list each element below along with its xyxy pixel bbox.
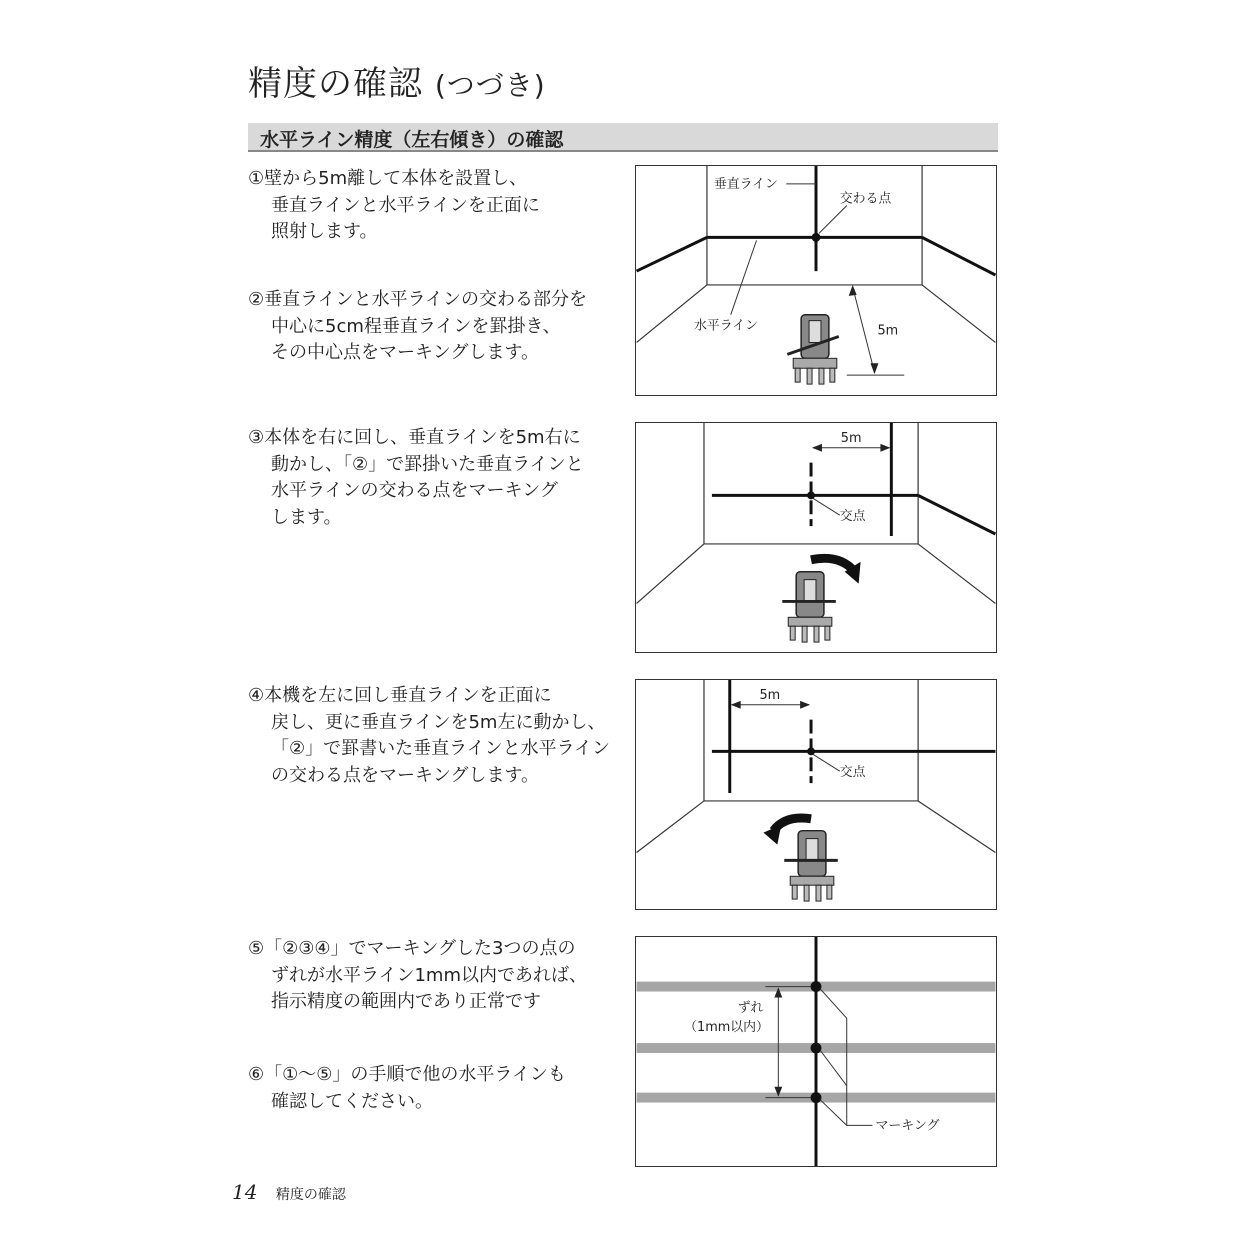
label-deviation: ずれ xyxy=(737,1000,764,1016)
step-line: ずれが水平ライン1mm以内であれば、 xyxy=(271,964,587,986)
page-title xyxy=(248,56,546,105)
room-outline xyxy=(637,680,996,852)
step-4 xyxy=(248,683,618,789)
step-line: 動かし、「②」で罫掛いた垂直ラインと xyxy=(271,453,584,475)
step-line: 水平ラインの交わる点をマーキング xyxy=(271,480,558,501)
label-tolerance: （1mm以内） xyxy=(684,1020,769,1036)
step-line: ④本機を左に回し垂直ラインを正面に xyxy=(248,685,552,706)
leader-line xyxy=(820,1100,847,1126)
label-vertical-line: 垂直ライン xyxy=(713,176,778,192)
label-horizontal-line: 水平ライン xyxy=(694,318,759,334)
step-3 xyxy=(248,425,618,531)
step-line: します。 xyxy=(271,506,342,528)
section-title: 水平ライン精度（左右傾き）の確認 xyxy=(260,129,564,151)
label-distance: 5m xyxy=(877,323,899,339)
step-line: ⑤「②③④」でマーキングした3つの点の xyxy=(248,938,576,959)
label-distance: 5m xyxy=(840,430,862,446)
intersection-point xyxy=(812,233,821,242)
leader-line xyxy=(813,498,840,515)
intersection-point xyxy=(807,747,815,755)
horizontal-laser-right xyxy=(918,495,995,534)
distance-arrow xyxy=(853,287,875,372)
horizontal-laser-right xyxy=(922,237,995,275)
marking-point-2 xyxy=(811,1043,822,1054)
label-marking: マーキング xyxy=(875,1118,940,1134)
horizontal-laser-left xyxy=(637,237,707,271)
footer-title: 精度の確認 xyxy=(275,1187,346,1203)
step-line: 垂直ラインと水平ラインを正面に xyxy=(271,194,540,216)
step-line: 「②」で罫書いた垂直ラインと水平ライン xyxy=(271,738,611,759)
step-line: ②垂直ラインと水平ラインの交わる部分を xyxy=(248,289,588,310)
leader-line xyxy=(820,989,873,1126)
leader-line xyxy=(819,206,847,234)
step-5 xyxy=(248,936,618,1016)
step-2 xyxy=(248,287,618,367)
arrowhead-icon xyxy=(880,444,890,452)
step-line: 戻し、更に垂直ラインを5m左に動かし、 xyxy=(271,711,606,733)
figure-deviation-check xyxy=(635,936,997,1167)
arrowhead-icon xyxy=(800,701,810,709)
step-6 xyxy=(248,1062,618,1115)
label-distance: 5m xyxy=(759,687,781,703)
page-number: 14 xyxy=(232,1180,258,1204)
section-header xyxy=(248,123,998,152)
step-line: の交わる点をマーキングします。 xyxy=(271,764,540,786)
figure-rotate-left xyxy=(635,679,997,910)
step-line: ⑥「①〜⑤」の手順で他の水平ラインも xyxy=(248,1064,566,1085)
step-line: 指示精度の範囲内であり正常です xyxy=(271,991,541,1012)
step-line: ③本体を右に回し、垂直ラインを5m右に xyxy=(248,427,581,448)
label-point: 交点 xyxy=(839,509,866,525)
arrowhead-icon xyxy=(849,285,857,296)
arrowhead-icon xyxy=(731,701,741,709)
arrowhead-icon xyxy=(871,363,879,374)
marking-point-1 xyxy=(811,981,822,992)
label-intersection: 交わる点 xyxy=(839,191,892,207)
step-line: 照射します。 xyxy=(271,221,378,242)
label-point: 交点 xyxy=(839,765,866,781)
laser-device-icon xyxy=(787,315,839,384)
step-line: 中心に5cm程垂直ラインを罫掛き、 xyxy=(271,315,561,337)
intersection-point xyxy=(807,491,815,499)
leader-line xyxy=(731,240,757,314)
leader-line xyxy=(820,1050,847,1086)
figure-rotate-right xyxy=(635,422,997,653)
laser-device-icon xyxy=(784,831,838,901)
laser-device-icon xyxy=(782,572,836,642)
step-line: その中心点をマーキングします。 xyxy=(271,342,540,363)
step-1 xyxy=(248,166,618,246)
marking-point-3 xyxy=(811,1092,822,1103)
arrowhead-icon xyxy=(812,444,822,452)
page-title-suffix: (つづき) xyxy=(434,69,546,102)
page-title-text: 精度の確認 xyxy=(248,64,423,104)
figure-front-projection xyxy=(635,165,997,396)
step-line: ①壁から5m離して本体を設置し、 xyxy=(248,168,528,189)
step-line: 確認してください。 xyxy=(271,1090,433,1112)
page-footer xyxy=(232,1180,346,1204)
leader-line xyxy=(813,754,840,771)
